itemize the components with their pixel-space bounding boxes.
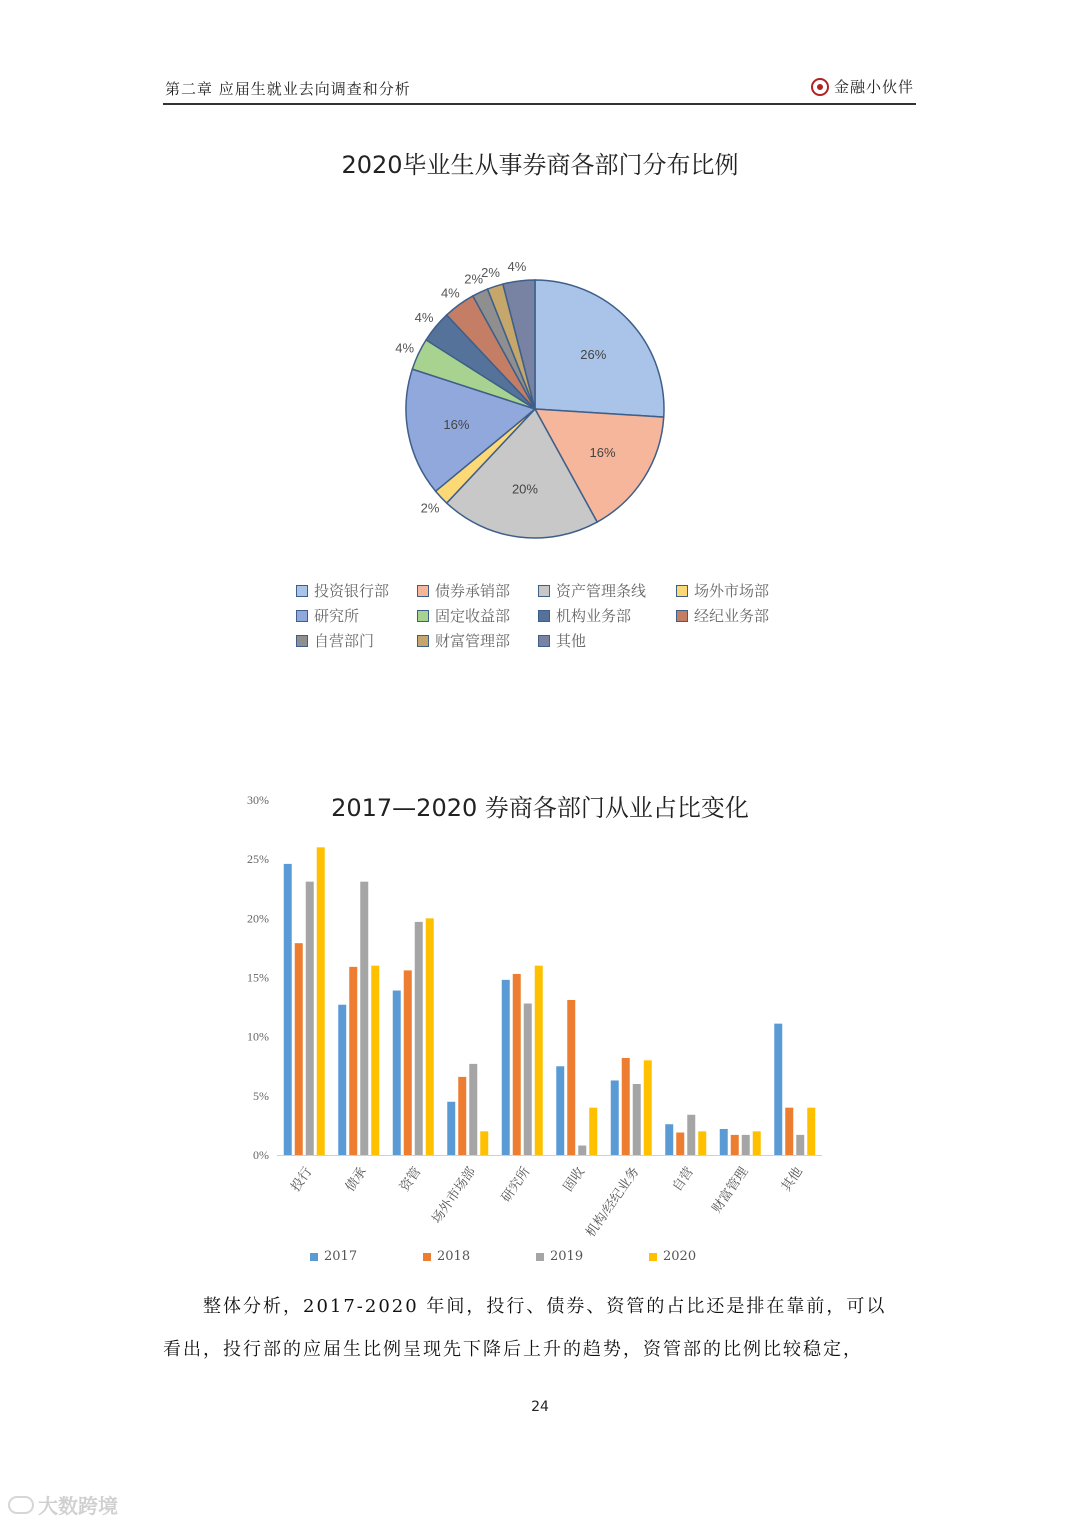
x-tick-label: 其他 [777,1164,806,1195]
y-tick-label: 0% [253,1148,269,1162]
pie-legend [296,580,786,651]
bar [502,980,510,1155]
pie-data-label: 2% [464,271,484,287]
legend-label: 财富管理部 [435,632,511,650]
pie-chart [380,245,680,545]
legend-swatch [423,1253,431,1261]
legend-swatch [296,585,308,597]
bar [698,1131,706,1155]
legend-item [538,605,676,626]
legend-label: 投资银行部 [314,582,390,600]
x-tick-label: 债承 [341,1164,370,1195]
legend-label: 债券承销部 [435,582,511,600]
bar [371,966,379,1155]
x-tick-label: 自营 [668,1164,697,1195]
bar [393,991,401,1155]
pie-data-label: 4% [414,310,434,326]
legend-label: 经纪业务部 [694,607,770,625]
pie-data-label: 4% [507,259,527,275]
bar [611,1080,619,1155]
x-tick-label: 财富管理 [708,1164,751,1216]
bar [415,922,423,1155]
bar [622,1058,630,1155]
legend-item [296,605,417,626]
legend-item [417,630,538,651]
bar [796,1135,804,1155]
legend-label: 场外市场部 [694,582,770,600]
pie-chart-title: 2020毕业生从事券商各部门分布比例 [341,151,739,179]
bar [589,1108,597,1155]
x-tick-label: 资管 [396,1164,424,1195]
page-header [163,76,916,105]
bar-chart [230,788,840,1243]
pie-data-label: 20% [511,481,538,497]
bar [578,1146,586,1155]
bar [807,1108,815,1155]
paragraph-line: 看出，投行部的应届生比例呈现先下降后上升的趋势，资管部的比例比较稳定， [163,1339,863,1360]
paragraph-line: 整体分析，2017-2020 年间，投行、债券、资管的占比还是排在靠前，可以 [203,1296,887,1317]
legend-label: 2018 [437,1249,471,1264]
bar [306,882,314,1155]
legend-item [676,580,786,601]
bar [458,1077,466,1155]
legend-item [423,1246,536,1267]
bar [535,966,543,1155]
legend-swatch [417,635,429,647]
legend-label: 其他 [556,632,587,650]
seal-icon [811,78,829,96]
bar [426,918,434,1155]
legend-item [296,580,417,601]
legend-swatch [676,610,688,622]
bar [742,1135,750,1155]
pie-data-label: 16% [589,444,616,460]
pie-data-label: 2% [481,265,500,281]
pie-data-label: 26% [580,347,607,363]
legend-label: 2017 [324,1249,358,1264]
legend-swatch [538,585,550,597]
bar [556,1066,564,1155]
page-number: 24 [531,1399,549,1415]
bar-chart-title: 2017—2020 券商各部门从业占比变化 [331,794,749,822]
legend-swatch [310,1253,318,1261]
legend-item [676,605,786,626]
x-tick-label: 机构/经纪业务 [582,1164,642,1240]
legend-swatch [676,585,688,597]
pie-data-label: 4% [395,340,415,356]
bar [360,882,368,1155]
y-tick-label: 20% [247,911,269,926]
brand [811,76,914,97]
bar [338,1005,346,1155]
pie-data-label: 16% [443,416,470,432]
bar [774,1024,782,1155]
bar [665,1124,673,1155]
watermark [8,1490,118,1519]
bar [785,1108,793,1155]
legend-swatch [536,1253,544,1261]
legend-item [538,580,676,601]
legend-label: 自营部门 [314,632,375,650]
bar [317,847,325,1155]
legend-label: 机构业务部 [556,607,632,625]
bar [731,1135,739,1155]
chapter-title: 第二章 应届生就业去向调查和分析 [165,80,411,98]
legend-item [417,580,538,601]
x-tick-label: 投行 [287,1164,315,1195]
logo-icon [8,1496,34,1514]
legend-label: 资产管理条线 [556,582,647,600]
bar [676,1133,684,1155]
pie-data-label: 2% [420,500,440,516]
legend-swatch [649,1253,657,1261]
x-tick-label: 场外市场部 [428,1164,479,1226]
watermark-text: 大数跨境 [38,1494,118,1518]
bar [524,1004,532,1155]
pie-data-label: 4% [440,285,460,301]
bar [404,970,412,1155]
bar [644,1060,652,1155]
legend-item [649,1246,762,1267]
analysis-paragraph [163,1285,918,1371]
bar [633,1084,641,1155]
y-tick-label: 30% [247,793,269,807]
bar [447,1102,455,1155]
bar-legend [310,1246,762,1267]
bar [753,1131,761,1155]
y-tick-label: 5% [253,1088,269,1103]
legend-swatch [538,635,550,647]
legend-label: 研究所 [314,607,360,625]
y-tick-label: 15% [247,970,269,985]
bar [349,967,357,1155]
legend-item [536,1246,649,1267]
bar [469,1064,477,1155]
y-tick-label: 25% [247,852,269,867]
legend-label: 2019 [550,1249,584,1264]
x-tick-label: 固收 [559,1164,588,1195]
legend-swatch [538,610,550,622]
legend-item [417,605,538,626]
bar [295,943,303,1155]
legend-swatch [417,610,429,622]
bar [567,1000,575,1155]
legend-swatch [296,635,308,647]
bar [480,1131,488,1155]
brand-name: 金融小伙伴 [833,78,914,96]
bar [513,974,521,1155]
x-tick-label: 研究所 [498,1164,533,1205]
bar [687,1115,695,1155]
legend-swatch [417,585,429,597]
y-tick-label: 10% [247,1029,269,1044]
bar [720,1129,728,1155]
legend-label: 固定收益部 [435,607,511,625]
legend-item [538,630,676,651]
legend-swatch [296,610,308,622]
legend-item [296,630,417,651]
legend-item [310,1246,423,1267]
bar [284,864,292,1155]
legend-label: 2020 [663,1249,697,1264]
